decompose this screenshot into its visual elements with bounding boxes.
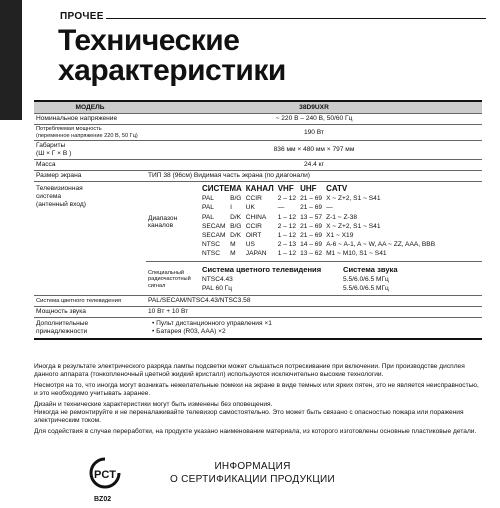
- cell: 2 – 12: [277, 222, 297, 230]
- cell: M: [230, 241, 236, 249]
- cell: OIRT: [245, 232, 262, 239]
- color-system-line: PAL 60 Гц: [202, 284, 233, 292]
- table-row: [200, 203, 437, 212]
- spec-row-sound-power: [34, 307, 482, 318]
- spec-row-accessories: [34, 318, 482, 340]
- notes-block: [34, 363, 482, 438]
- spec-label: Габариты (Ш × Г × В ): [34, 141, 146, 160]
- accessories-cell: [146, 318, 482, 340]
- cell: 13 – 57: [300, 213, 323, 221]
- table-row: [200, 275, 482, 284]
- spec-value: 24.4 кг: [146, 160, 482, 171]
- color-system-line: NTSC4.43: [202, 275, 233, 283]
- spec-label: Номинальное напряжение: [34, 114, 146, 125]
- cell: 13 – 62: [300, 250, 323, 258]
- cell: 14 – 69: [300, 241, 323, 249]
- section-divider: [106, 18, 486, 19]
- spec-value: ТИП 38 (96см) Видимая часть экрана (по диагонали): [146, 171, 482, 182]
- cell: 1 – 12: [277, 250, 297, 258]
- cell: 21 – 69: [300, 195, 323, 203]
- info-line: О СЕРТИФИКАЦИИ ПРОДУКЦИИ: [170, 474, 336, 485]
- cell: I: [230, 204, 232, 212]
- cell: 21 – 69: [300, 232, 323, 239]
- cell: D/K: [230, 232, 242, 239]
- sound-system-line: 5.5/6.0/6.5 МГц: [343, 275, 389, 283]
- page-title-line-2: характеристики: [58, 54, 286, 87]
- spec-row-tv-system: [34, 182, 482, 296]
- col-catv: CATV: [326, 184, 348, 194]
- cell: SECAM: [202, 222, 226, 230]
- sound-system-title: Система звука: [343, 264, 398, 274]
- cell: SECAM: [202, 232, 226, 239]
- cell: 21 – 69: [300, 204, 323, 212]
- special-signal-cell: [200, 261, 482, 295]
- col-vhf: VHF: [277, 184, 294, 194]
- cell: X1 ~ X19: [326, 232, 354, 239]
- cell: PAL: [202, 195, 214, 203]
- model-value: 38D9UXR: [146, 101, 482, 114]
- tv-system-nested: [146, 182, 482, 295]
- spec-label: Мощность звука: [34, 307, 146, 318]
- note-paragraph: Несмотря на то, что иногда могут возникать нежелательные помехи на экране в виде темных или ярких пятен, это не является неисправностью, и это необходимо учитывать заранее.: [34, 381, 479, 398]
- table-row: [200, 231, 437, 240]
- table-row: [200, 194, 437, 203]
- cell: —: [277, 204, 285, 212]
- spec-value: 190 Вт: [146, 125, 482, 141]
- spec-table: [34, 100, 482, 340]
- cell: M: [230, 250, 236, 258]
- spec-value: ~ 220 В – 240 В, 50/60 Гц: [146, 114, 482, 125]
- cell: 2 – 13: [277, 241, 297, 249]
- note-paragraph: Никогда не ремонтируйте и не переналаживайте телевизор самостоятельно. Это может быть связано с опасностью пожара или поражения электрическим током.: [34, 409, 464, 425]
- cell: US: [245, 241, 255, 249]
- channel-table-cell: [200, 182, 482, 261]
- table-row: [200, 222, 437, 231]
- col-uhf: UHF: [300, 184, 317, 194]
- cell: JAPAN: [245, 250, 267, 258]
- special-signal-table: [200, 264, 482, 293]
- page-title-line-1: Технические: [58, 24, 240, 57]
- note-paragraph: Для содействия в случае переработки, на продукте указано наименование материала, из которого изготовлены основные пластиковые детали.: [34, 427, 477, 435]
- cell: B/G: [230, 195, 242, 203]
- cell: NTSC: [202, 250, 220, 258]
- model-label: МОДЕЛЬ: [34, 101, 146, 114]
- spec-row-color-system: [34, 296, 482, 307]
- channel-table: [200, 183, 437, 258]
- cell: UK: [245, 204, 255, 212]
- cell: 21 – 69: [300, 222, 323, 230]
- spec-label: Потребляемая мощность (переменное напряжение 220 В, 50 Гц): [34, 125, 146, 141]
- special-signal-row: [146, 261, 482, 295]
- channel-range-label: Диапазон каналов: [146, 182, 200, 261]
- cell: 1 – 12: [277, 232, 297, 239]
- spec-label: Система цветного телевидения: [34, 296, 146, 307]
- col-channel: КАНАЛ: [245, 184, 274, 194]
- spec-row-dimensions: [34, 141, 482, 160]
- table-row: [200, 240, 437, 249]
- cell: CCIR: [245, 195, 262, 203]
- spec-label: Размер экрана: [34, 171, 146, 182]
- list-item: • Пульт дистанционного управления ×1: [152, 320, 272, 328]
- spec-label: Телевизионная система (антенный вход): [34, 182, 146, 296]
- cell: PAL: [202, 213, 214, 221]
- spec-value: 836 мм × 480 мм × 797 мм: [146, 141, 482, 160]
- spec-row-power: [34, 125, 482, 141]
- cell: 1 – 12: [277, 213, 297, 221]
- color-system-title: Система цветного телевидения: [202, 264, 322, 274]
- cell: CCIR: [245, 222, 262, 230]
- cell: PAL: [202, 204, 214, 212]
- special-signal-headers: [200, 264, 482, 275]
- page-title: [58, 26, 286, 86]
- special-signal-label: Специальный радиочастотный сигнал: [148, 269, 191, 289]
- cell: M1 ~ M10, S1 ~ S41: [326, 250, 387, 258]
- cert-logo-text: PCT: [94, 469, 116, 481]
- cell: B/G: [230, 222, 242, 230]
- table-row: [200, 213, 437, 222]
- tv-system-cell: [146, 182, 482, 296]
- cert-code: BZ02: [94, 496, 112, 503]
- note-paragraph: Иногда в результате электрического разряда лампы подсветки может слышаться потрескивание при включении. При производстве дисплея данного аппарата (тонкопленочный цветной жидкий кристалл) используются исключительно высокие технологии.: [34, 363, 465, 379]
- list-item: • Батарея (R03, AAA) ×2: [152, 328, 226, 336]
- cell: Z-1 ~ Z-38: [326, 213, 358, 221]
- note-paragraph: Дизайн и технические характеристики могут быть изменены без оповещения.: [34, 400, 273, 408]
- cell: X ~ Z+2, S1 ~ S41: [326, 195, 381, 203]
- sound-system-line: 5.5/6.0/6.5 МГц: [343, 284, 389, 292]
- cell: X ~ Z+2, S1 ~ S41: [326, 222, 381, 230]
- table-row: [200, 249, 437, 258]
- spec-row-weight: [34, 160, 482, 171]
- cell: D/K: [230, 213, 242, 221]
- spec-row-screen: [34, 171, 482, 182]
- certification-logo-icon: [88, 456, 122, 496]
- side-tab-bar: [0, 0, 22, 120]
- spec-label: Дополнительные принадлежности: [34, 318, 146, 340]
- channel-range-row: [146, 182, 482, 261]
- cell: 2 – 12: [277, 195, 297, 203]
- table-row: [200, 284, 482, 293]
- cell: NTSC: [202, 241, 220, 249]
- spec-value: 10 Вт + 10 Вт: [146, 307, 482, 318]
- spec-header-row: [34, 101, 482, 114]
- spec-label: Масса: [34, 160, 146, 171]
- section-label: ПРОЧЕЕ: [60, 11, 104, 22]
- cell: A-6 ~ A-1, A ~ W, AA ~ ZZ, AAA, BBB: [326, 241, 436, 249]
- certification-info: [170, 460, 335, 486]
- info-line: ИНФОРМАЦИЯ: [214, 461, 291, 472]
- cell: —: [326, 204, 333, 212]
- channel-table-header: [200, 183, 437, 194]
- col-system: СИСТЕМА: [202, 184, 242, 194]
- spec-row-voltage: [34, 114, 482, 125]
- cell: CHINA: [245, 213, 267, 221]
- spec-value: PAL/SECAM/NTSC4.43/NTSC3.58: [146, 296, 482, 307]
